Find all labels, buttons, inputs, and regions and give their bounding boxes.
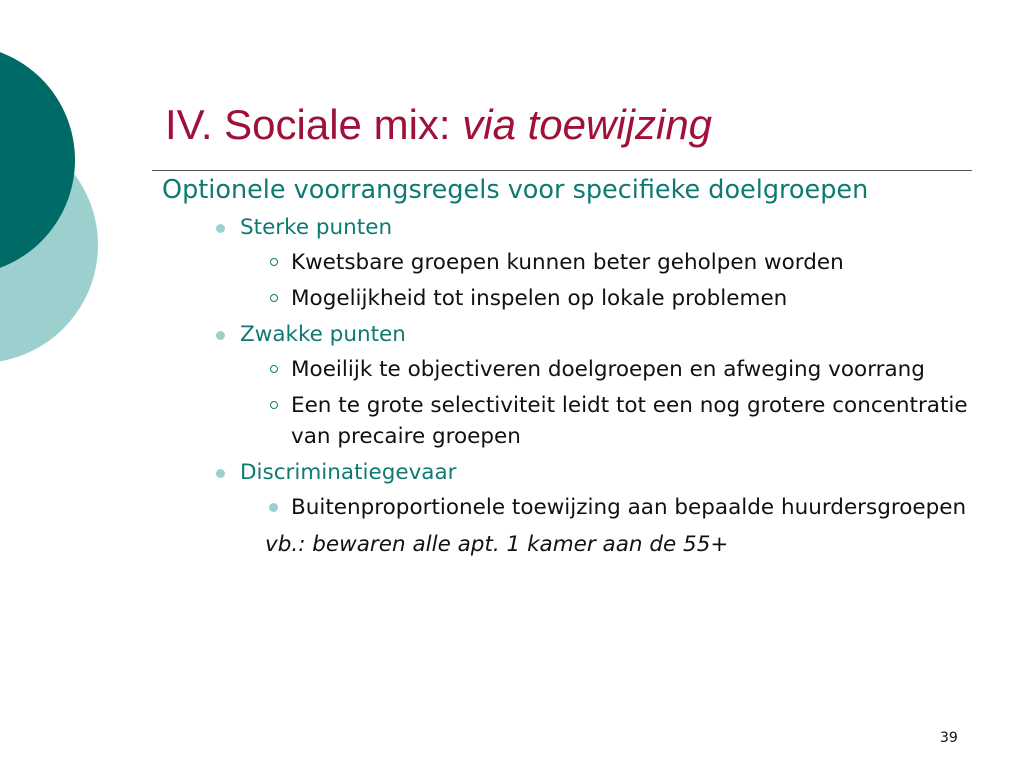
section-heading-label: Zwakke punten bbox=[240, 322, 406, 347]
list-item-text: Kwetsbare groepen kunnen beter geholpen worden bbox=[291, 250, 844, 275]
bullet-circle bbox=[270, 258, 278, 266]
bullet-dot bbox=[216, 224, 225, 233]
list-item bbox=[162, 492, 1002, 523]
title-italic: via toewijzing bbox=[462, 101, 713, 148]
list-item bbox=[162, 247, 1002, 278]
list-item-text: Buitenproportionele toewijzing aan bepaalde huurdersgroepen bbox=[291, 495, 967, 520]
list-item bbox=[162, 283, 1002, 314]
section-heading-weaknesses bbox=[162, 320, 1002, 349]
section-heading-label: Discriminatiegevaar bbox=[240, 460, 457, 485]
section-heading-label: Sterke punten bbox=[240, 215, 393, 240]
slide-title bbox=[165, 101, 713, 148]
list-item bbox=[162, 390, 1002, 452]
list-item bbox=[162, 354, 1002, 385]
example-note: vb.: bewaren alle apt. 1 kamer aan de 55+ bbox=[265, 532, 729, 557]
section-heading-discrimination bbox=[162, 458, 1002, 487]
bullet-circle bbox=[270, 294, 278, 302]
title-main: IV. Sociale mix: bbox=[165, 101, 463, 148]
slide-body bbox=[162, 174, 1002, 560]
bullet-circle bbox=[270, 365, 278, 373]
list-item-text: Moeilijk te objectiveren doelgroepen en afweging voorrang bbox=[291, 357, 925, 382]
title-divider bbox=[152, 170, 972, 171]
bullet-dot bbox=[216, 469, 225, 478]
page-number: 39 bbox=[940, 730, 958, 746]
list-item-text: Een te grote selectiviteit leidt tot een nog grotere concentratie van precaire groepen bbox=[291, 393, 968, 449]
list-item-text: Mogelijkheid tot inspelen op lokale problemen bbox=[291, 286, 788, 311]
section-heading-strengths bbox=[162, 213, 1002, 242]
bullet-dot bbox=[216, 331, 225, 340]
subtitle: Optionele voorrangsregels voor specifieke doelgroepen bbox=[162, 175, 869, 205]
bullet-dot bbox=[269, 503, 278, 512]
bullet-circle bbox=[270, 401, 278, 409]
